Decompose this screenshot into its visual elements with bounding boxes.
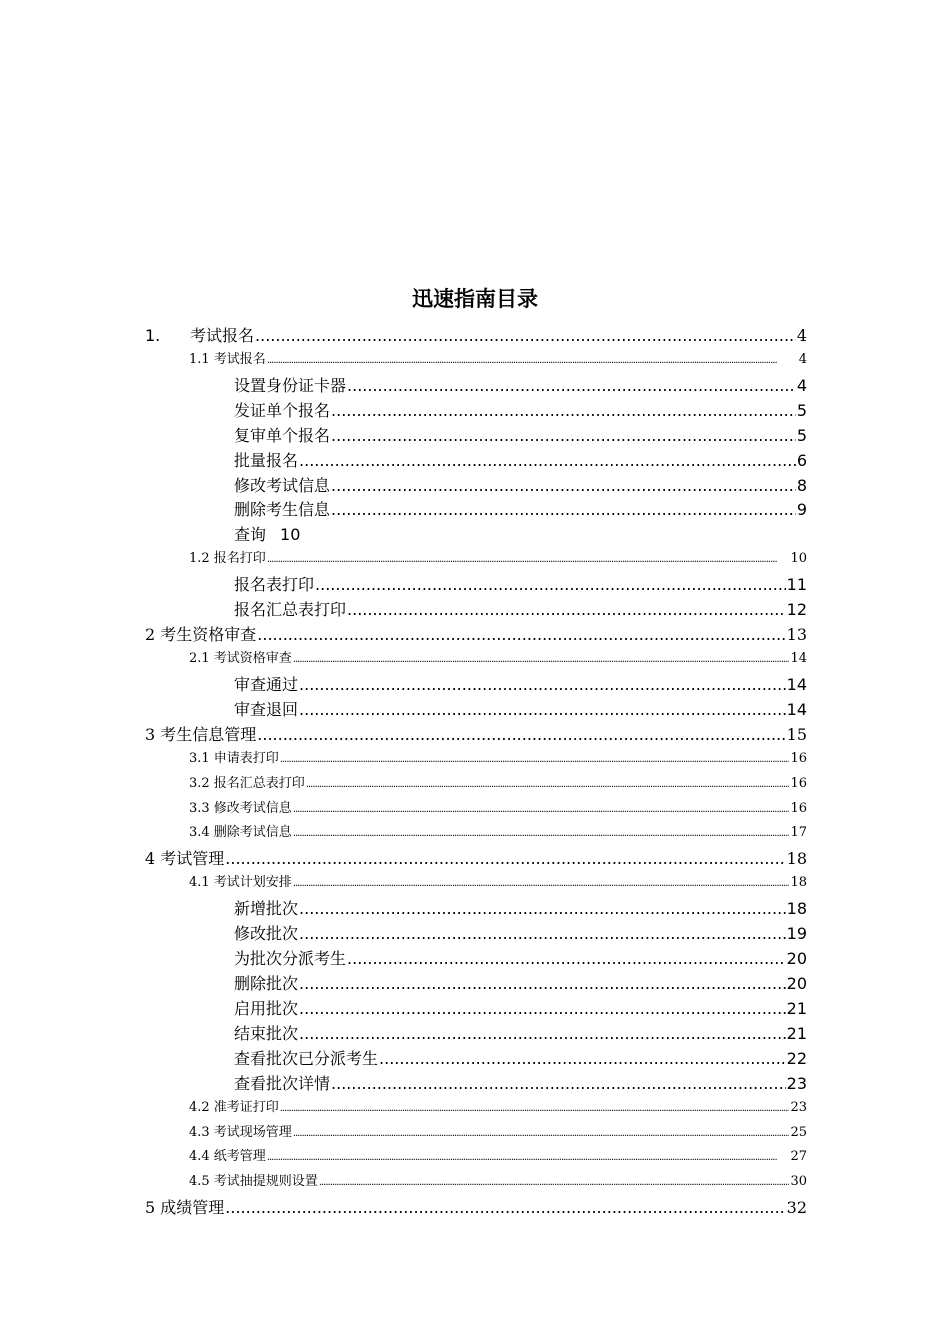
toc-entry-page: 18 — [790, 875, 807, 891]
toc-entry[interactable] — [145, 547, 807, 572]
toc-entry[interactable] — [145, 921, 807, 946]
toc-entry[interactable] — [145, 647, 807, 672]
toc-entry-page: 22 — [786, 1048, 807, 1068]
toc-entry-page: 5 — [796, 425, 807, 445]
toc-entry[interactable] — [145, 572, 807, 597]
toc-dot-leader — [225, 849, 785, 868]
toc-entry[interactable] — [145, 1195, 807, 1220]
toc-entry-label: 查询 — [234, 525, 267, 545]
toc-entry[interactable] — [145, 398, 807, 423]
toc-entry[interactable] — [145, 971, 807, 996]
toc-entry-page: 11 — [786, 575, 807, 595]
toc-entry-label: 5 成绩管理 — [145, 1198, 225, 1218]
toc-entry[interactable] — [145, 1121, 807, 1146]
toc-entry[interactable] — [145, 871, 807, 896]
toc-entry-page: 23 — [790, 1099, 807, 1115]
toc-entry-page: 16 — [790, 775, 807, 791]
toc-entry[interactable] — [145, 697, 807, 722]
toc-entry-page: 14 — [786, 699, 807, 719]
toc-dot-leader — [293, 878, 790, 889]
toc-entry-page: 10 — [280, 525, 301, 545]
toc-entry-page: 8 — [796, 475, 807, 495]
toc-entry[interactable] — [145, 946, 807, 971]
toc-entry-page: 27 — [790, 1149, 807, 1165]
toc-dot-leader — [257, 725, 785, 744]
toc-dot-leader — [331, 500, 796, 519]
toc-entry[interactable] — [145, 772, 807, 797]
toc-entry-page: 19 — [786, 924, 807, 944]
toc-entry[interactable] — [145, 896, 807, 921]
toc-entry-label: 报名汇总表打印 — [234, 600, 347, 620]
toc-entry-page: 23 — [786, 1073, 807, 1093]
toc-entry[interactable] — [145, 821, 807, 846]
toc-entry[interactable] — [145, 348, 807, 373]
toc-entry[interactable] — [145, 1145, 807, 1170]
toc-entry-label: 审查通过 — [234, 674, 299, 694]
toc-entry[interactable] — [145, 1096, 807, 1121]
toc-dot-leader — [331, 476, 796, 495]
toc-entry[interactable] — [145, 423, 807, 448]
toc-dot-leader — [331, 1074, 786, 1093]
toc-entry-label: 4 考试管理 — [145, 849, 225, 869]
toc-entry[interactable] — [145, 373, 807, 398]
toc-entry-label: 查看批次详情 — [234, 1073, 331, 1093]
toc-entry[interactable] — [145, 797, 807, 822]
toc-entry-label: 1.2 报名打印 — [189, 551, 266, 567]
toc-dot-leader — [299, 675, 786, 694]
toc-entry[interactable] — [145, 597, 807, 622]
toc-entry[interactable] — [145, 497, 807, 522]
toc-dot-leader — [306, 779, 790, 790]
toc-dot-leader — [331, 426, 796, 445]
toc-entry-page: 13 — [786, 625, 807, 645]
toc-entry-label: 4.1 考试计划安排 — [189, 875, 292, 891]
toc-entry-page: 15 — [786, 724, 807, 744]
toc-entry-label: 审查退回 — [234, 699, 299, 719]
toc-entry-page: 12 — [786, 600, 807, 620]
toc-entry-label: 3.1 申请表打印 — [189, 750, 279, 766]
toc-entry-label: 修改批次 — [234, 924, 299, 944]
toc-entry-label: 3.2 报名汇总表打印 — [189, 775, 305, 791]
toc-entry-number: 1. — [145, 326, 161, 345]
toc-entry-page: 17 — [790, 825, 807, 841]
toc-entry[interactable] — [145, 747, 807, 772]
toc-dot-leader — [299, 999, 786, 1018]
toc-entry-label: 4.5 考试抽提规则设置 — [189, 1174, 318, 1190]
toc-entry[interactable] — [145, 846, 807, 871]
toc-entry[interactable] — [145, 1046, 807, 1071]
toc-entry-page: 25 — [790, 1124, 807, 1140]
toc-entry-page: 4 — [796, 375, 807, 395]
toc-dot-leader — [255, 326, 796, 345]
toc-entry-page: 5 — [796, 400, 807, 420]
toc-dot-leader — [331, 401, 796, 420]
toc-entry-label: 删除考生信息 — [234, 500, 331, 520]
toc-entry-page: 18 — [786, 899, 807, 919]
table-of-contents — [145, 323, 807, 1220]
toc-dot-leader — [315, 575, 786, 594]
toc-entry-page: 32 — [786, 1198, 807, 1218]
toc-entry-label: 查看批次已分派考生 — [234, 1048, 379, 1068]
toc-entry[interactable] — [145, 522, 807, 547]
toc-entry-label: 修改考试信息 — [234, 475, 331, 495]
toc-entry-label: 结束批次 — [234, 1023, 299, 1043]
toc-dot-leader — [267, 1152, 790, 1163]
toc-dot-leader — [225, 1198, 785, 1217]
toc-dot-leader — [299, 899, 786, 918]
toc-entry[interactable] — [145, 672, 807, 697]
toc-entry-label: 3 考生信息管理 — [145, 724, 257, 744]
toc-entry-label: 删除批次 — [234, 973, 299, 993]
toc-title: 迅速指南目录 — [412, 287, 538, 311]
toc-entry-page: 4 — [798, 351, 807, 367]
toc-dot-leader — [257, 625, 785, 644]
toc-dot-leader — [299, 700, 786, 719]
toc-dot-leader — [293, 654, 790, 665]
toc-entry-page: 10 — [790, 551, 807, 567]
toc-entry[interactable] — [145, 1021, 807, 1046]
toc-entry-page: 4 — [796, 326, 807, 345]
toc-entry-page: 18 — [786, 849, 807, 869]
toc-entry-page: 21 — [786, 1023, 807, 1043]
toc-dot-leader — [347, 949, 786, 968]
toc-entry-page: 20 — [786, 973, 807, 993]
toc-dot-leader — [347, 376, 796, 395]
toc-dot-leader — [267, 554, 790, 565]
toc-entry-page: 6 — [796, 450, 807, 470]
toc-dot-leader — [299, 1024, 786, 1043]
toc-entry-label: 1.1 考试报名 — [189, 351, 266, 367]
toc-entry-page: 20 — [786, 949, 807, 969]
toc-entry-label: 4.2 准考证打印 — [189, 1099, 279, 1115]
toc-dot-leader — [347, 600, 786, 619]
toc-dot-leader — [319, 1177, 790, 1188]
toc-entry-page: 30 — [790, 1174, 807, 1190]
toc-dot-leader — [293, 828, 790, 839]
toc-dot-leader — [293, 1128, 790, 1139]
toc-dot-leader — [280, 754, 790, 765]
toc-dot-leader — [299, 974, 786, 993]
toc-entry-label: 4.4 纸考管理 — [189, 1149, 266, 1165]
toc-entry-label: 启用批次 — [234, 998, 299, 1018]
toc-entry-label: 4.3 考试现场管理 — [189, 1124, 292, 1140]
toc-entry-label: 为批次分派考生 — [234, 949, 347, 969]
toc-entry-label: 发证单个报名 — [234, 400, 331, 420]
toc-entry-page: 16 — [790, 750, 807, 766]
toc-dot-leader — [280, 1103, 790, 1114]
toc-entry-label: 2.1 考试资格审查 — [189, 650, 292, 666]
toc-dot-leader — [379, 1049, 786, 1068]
toc-entry-label: 2 考生资格审查 — [145, 625, 257, 645]
toc-entry-label: 报名表打印 — [234, 575, 315, 595]
toc-entry[interactable] — [145, 323, 807, 348]
toc-entry[interactable] — [145, 448, 807, 473]
toc-entry-label: 3.4 删除考试信息 — [189, 825, 292, 841]
toc-entry[interactable] — [145, 722, 807, 747]
toc-dot-leader — [299, 924, 786, 943]
toc-entry-page: 16 — [790, 800, 807, 816]
toc-entry-page: 14 — [790, 650, 807, 666]
toc-entry-label: 复审单个报名 — [234, 425, 331, 445]
toc-entry[interactable] — [145, 996, 807, 1021]
toc-entry-label: 考试报名 — [190, 326, 255, 345]
toc-dot-leader — [267, 355, 798, 366]
toc-dot-leader — [299, 451, 796, 470]
toc-entry-page: 9 — [796, 500, 807, 520]
toc-entry-label: 新增批次 — [234, 899, 299, 919]
toc-entry-page: 14 — [786, 674, 807, 694]
toc-entry-label: 设置身份证卡器 — [234, 375, 347, 395]
toc-entry[interactable] — [145, 622, 807, 647]
toc-entry[interactable] — [145, 473, 807, 498]
toc-entry-label: 3.3 修改考试信息 — [189, 800, 292, 816]
toc-entry[interactable] — [145, 1170, 807, 1195]
toc-entry-page: 21 — [786, 998, 807, 1018]
toc-dot-leader — [293, 804, 790, 815]
toc-entry[interactable] — [145, 1071, 807, 1096]
toc-entry-label: 批量报名 — [234, 450, 299, 470]
